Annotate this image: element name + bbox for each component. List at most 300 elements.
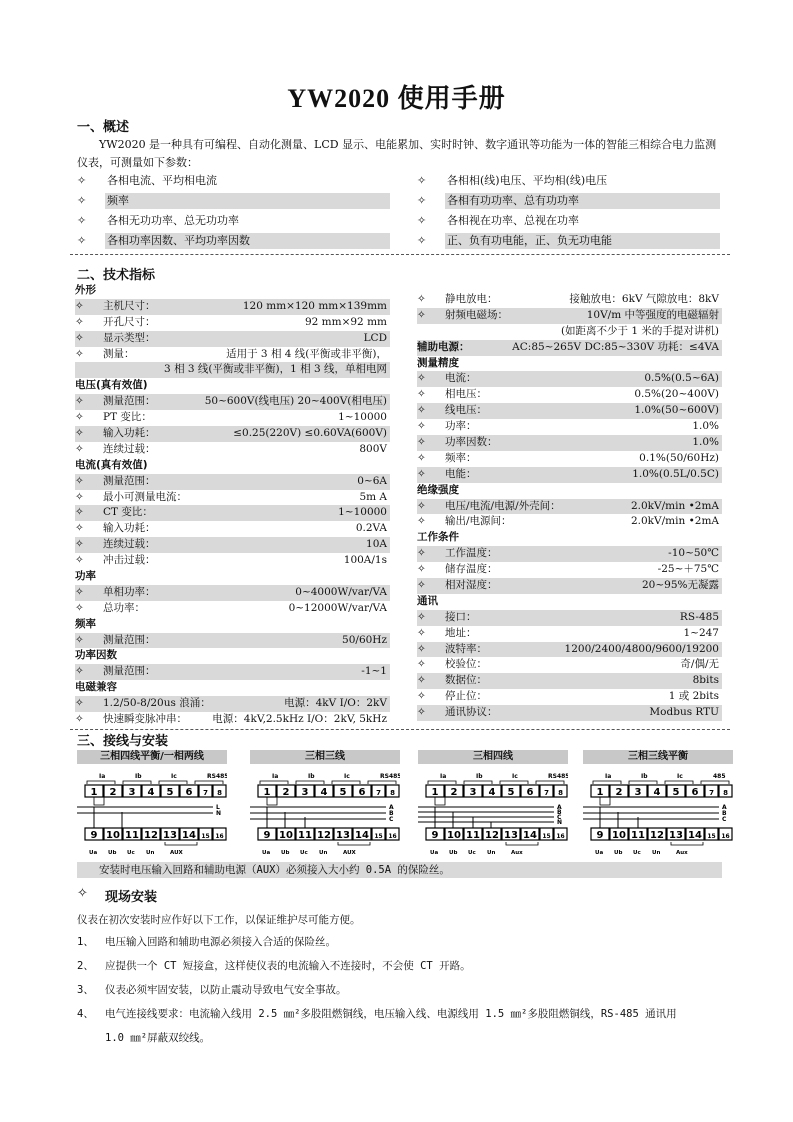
voltage-label: Uc xyxy=(300,850,308,856)
spec-value: 20~95%无凝露 xyxy=(642,579,719,592)
bullet-icon: ✧ xyxy=(417,626,426,639)
spec-group-title: 电压(真有效值) xyxy=(75,379,148,392)
spec-row xyxy=(75,442,390,458)
spec-label: 测量范围： xyxy=(103,633,156,646)
spec-row xyxy=(417,642,722,658)
terminal-number: 15 xyxy=(201,833,210,840)
terminal-number: 3 xyxy=(128,787,136,798)
spec-group-title: 频率 xyxy=(75,617,96,630)
install-item xyxy=(77,978,727,1002)
bullet-icon: ✧ xyxy=(417,293,426,305)
spec-label: 接口： xyxy=(445,610,477,623)
install-heading xyxy=(77,886,157,905)
spec-label: 显示类型： xyxy=(103,331,156,344)
bullet-icon: ✧ xyxy=(75,331,84,344)
spec-value: 适用于 3 相 4 线(平衡或非平衡)， xyxy=(226,347,387,360)
aux-bracket xyxy=(165,842,197,845)
spec-label: 连续过载： xyxy=(103,442,156,455)
bracket xyxy=(87,781,115,784)
terminal-number: 8 xyxy=(217,789,222,797)
terminal-number: 15 xyxy=(374,833,383,840)
spec-value: Modbus RTU xyxy=(649,706,719,719)
terminal-number: 5 xyxy=(672,787,680,798)
bullet-icon: ✧ xyxy=(75,427,84,440)
voltage-label: Ua xyxy=(262,850,271,856)
overview-item xyxy=(77,233,390,249)
spec-value: 10V/m 中等强度的电磁辐射 xyxy=(586,308,719,321)
page-title: YW2020 使用手册 xyxy=(287,84,506,113)
terminal-number: 10 xyxy=(612,830,626,841)
voltage-label: AUX xyxy=(343,850,356,856)
overview-item xyxy=(417,233,720,249)
item-number: 4、 xyxy=(77,1008,94,1020)
divider xyxy=(70,729,730,730)
ct-wire xyxy=(600,797,610,805)
terminal-number: 4 xyxy=(653,787,661,798)
bracket xyxy=(368,781,396,784)
bracket xyxy=(260,781,288,784)
current-label: Ib xyxy=(308,773,315,780)
bracket xyxy=(296,781,324,784)
voltage-label: Aux xyxy=(511,850,523,856)
current-label: Ic xyxy=(512,773,518,780)
voltage-label: Uc xyxy=(633,850,641,856)
spec-label: 电压/电流/电源/外壳间： xyxy=(445,499,561,512)
voltage-label: Aux xyxy=(676,850,688,856)
terminal-number: 14 xyxy=(355,830,369,841)
spec-label: 频率： xyxy=(445,451,477,464)
bracket xyxy=(701,781,729,784)
spec-value: 0.1%(50/60Hz) xyxy=(639,451,719,464)
line-label: C xyxy=(722,816,727,823)
spec-row xyxy=(75,426,390,442)
spec-value: 8bits xyxy=(692,674,719,687)
spec-value: 电源：4kV I/O：2kV xyxy=(284,697,387,710)
voltage-label: Un xyxy=(319,850,328,856)
bullet-icon: ✧ xyxy=(75,442,84,455)
spec-value: 1200/2400/4800/9600/19200 xyxy=(564,642,719,655)
spec-row xyxy=(75,585,390,601)
current-label: Ic xyxy=(344,773,350,780)
bullet-icon: ✧ xyxy=(75,395,84,408)
voltage-label: Uc xyxy=(468,850,476,856)
bullet-icon: ✧ xyxy=(417,234,427,247)
bullet-icon: ✧ xyxy=(417,436,426,449)
spec-row xyxy=(417,514,722,530)
terminal-number: 8 xyxy=(723,789,728,797)
terminal-number: 3 xyxy=(301,787,309,798)
terminal-number: 5 xyxy=(339,787,347,798)
current-label: RS485 xyxy=(380,773,400,780)
terminal-number: 12 xyxy=(650,830,664,841)
spec-row xyxy=(417,403,722,419)
voltage-label: Ub xyxy=(614,850,623,856)
spec-column-right xyxy=(417,292,722,721)
spec-value: 奇/偶/无 xyxy=(680,658,719,671)
overview-item-text: 各相相(线)电压、平均相(线)电压 xyxy=(447,174,608,187)
spec-group-heading xyxy=(417,340,722,356)
divider xyxy=(70,254,730,255)
terminal-number: 13 xyxy=(669,830,683,841)
wiring-diagram xyxy=(418,750,568,865)
spec-row xyxy=(417,387,722,403)
item-text: 1.0 ㎜²屏蔽双绞线。 xyxy=(105,1032,211,1044)
current-label: Ic xyxy=(171,773,177,780)
spec-label: 输入功耗： xyxy=(103,427,156,440)
overview-item xyxy=(417,173,720,189)
spec-row xyxy=(75,490,390,506)
spec-row xyxy=(417,451,722,467)
bullet-icon: ✧ xyxy=(75,554,84,567)
terminal-number: 5 xyxy=(507,787,515,798)
wiring-schematic xyxy=(583,764,733,862)
terminal-number: 14 xyxy=(688,830,702,841)
spec-row xyxy=(75,410,390,426)
spec-value: 3 相 3 线(平衡或非平衡)，1 相 3 线，单相电网 xyxy=(164,363,387,376)
spec-row xyxy=(75,315,390,331)
aux-bracket xyxy=(338,842,370,845)
spec-group-heading xyxy=(75,378,390,394)
spec-label: 总功率： xyxy=(103,601,145,614)
spec-row xyxy=(417,435,722,451)
terminal-number: 2 xyxy=(615,787,623,798)
bullet-icon: ✧ xyxy=(77,234,87,247)
spec-value: 120 mm×120 mm×139mm xyxy=(242,299,387,312)
overview-item xyxy=(77,213,390,229)
diagram-title: 三相四线 xyxy=(418,750,568,764)
terminal-number: 10 xyxy=(106,830,120,841)
bracket xyxy=(123,781,151,784)
wiring-diagram xyxy=(250,750,400,865)
bracket xyxy=(593,781,621,784)
ct-wire xyxy=(267,797,277,805)
terminal-number: 1 xyxy=(596,787,604,798)
spec-label: 快速瞬变脉冲串： xyxy=(103,713,187,726)
spec-label: 输出/电源间： xyxy=(445,515,512,528)
ct-wire xyxy=(94,797,104,805)
line-label: A xyxy=(557,804,562,811)
spec-value: 5m A xyxy=(359,490,387,503)
terminal-number: 6 xyxy=(358,787,366,798)
spec-value: 电源：4kV,2.5kHz I/O：2kV, 5kHz xyxy=(212,713,387,726)
aux-bracket xyxy=(671,842,703,845)
terminal-number: 1 xyxy=(431,787,439,798)
bullet-icon xyxy=(417,324,445,340)
terminal-number: 12 xyxy=(317,830,331,841)
current-label: Ia xyxy=(99,773,106,780)
spec-row xyxy=(75,633,390,649)
voltage-label: Un xyxy=(146,850,155,856)
voltage-label: Ub xyxy=(281,850,290,856)
terminal-number: 15 xyxy=(707,833,716,840)
item-number xyxy=(77,1026,105,1050)
spec-value: 0.2VA xyxy=(355,522,387,535)
line-label: L xyxy=(216,804,220,811)
spec-value: 50~600V(线电压) 20~400V(相电压) xyxy=(204,395,387,408)
terminal-number: 6 xyxy=(185,787,193,798)
bullet-icon: ✧ xyxy=(75,601,84,614)
bullet-icon: ✧ xyxy=(417,579,426,592)
voltage-label: Ua xyxy=(430,850,439,856)
bullet-icon: ✧ xyxy=(417,308,426,321)
spec-row xyxy=(417,499,722,515)
bullet-icon: ✧ xyxy=(417,174,427,187)
overview-item-text: 正、负有功电能，正、负无功电能 xyxy=(445,233,720,249)
spec-value: 0~12000W/var/VA xyxy=(288,601,387,614)
spec-row xyxy=(75,553,390,569)
bullet-icon: ✧ xyxy=(417,420,426,433)
terminal-number: 4 xyxy=(147,787,155,798)
voltage-label: Un xyxy=(652,850,661,856)
bullet-icon: ✧ xyxy=(75,490,84,503)
spec-value: 800V xyxy=(359,442,387,455)
spec-label: 输入功耗： xyxy=(103,522,156,535)
spec-row xyxy=(417,673,722,689)
terminal-number: 16 xyxy=(556,833,565,840)
terminal-number: 13 xyxy=(336,830,350,841)
spec-row xyxy=(417,610,722,626)
spec-row xyxy=(417,546,722,562)
spec-value: 50/60Hz xyxy=(342,633,387,646)
spec-row xyxy=(75,712,390,728)
bullet-icon: ✧ xyxy=(417,214,427,227)
terminal-number: 16 xyxy=(215,833,224,840)
spec-value: 接触放电：6kV 气隙放电：8kV xyxy=(569,293,719,305)
terminal-number: 10 xyxy=(447,830,461,841)
item-number: 3、 xyxy=(77,984,94,996)
spec-label: 工作温度： xyxy=(445,547,498,560)
line-label: B xyxy=(389,810,394,817)
line-label: A xyxy=(722,804,727,811)
bullet-icon: ✧ xyxy=(75,411,84,424)
terminal-number: 1 xyxy=(90,787,98,798)
bullet-icon: ✧ xyxy=(75,522,84,535)
spec-group-value: AC:85~265V DC:85~330V 功耗：≤4VA xyxy=(512,340,719,353)
spec-value: (如距离不少于 1 米的手提对讲机) xyxy=(560,324,719,337)
spec-row xyxy=(75,505,390,521)
spec-value: 1.0% xyxy=(692,420,719,433)
spec-label: 通讯协议： xyxy=(445,706,498,719)
bullet-icon: ✧ xyxy=(417,674,426,687)
install-item xyxy=(77,1026,727,1050)
spec-label: 测量范围： xyxy=(103,474,156,487)
spec-value: 0~6A xyxy=(357,474,387,487)
terminal-number: 9 xyxy=(263,830,271,841)
spec-value: 0.5%(0.5~6A) xyxy=(644,372,719,385)
install-item xyxy=(77,1002,727,1026)
spec-label: 相对湿度： xyxy=(445,579,498,592)
spec-value: -10~50℃ xyxy=(668,547,719,560)
terminal-number: 3 xyxy=(634,787,642,798)
spec-label: PT 变比： xyxy=(103,411,152,424)
spec-row xyxy=(75,664,390,680)
spec-group-title: 电流(真有效值) xyxy=(75,458,148,471)
terminal-number: 12 xyxy=(144,830,158,841)
bullet-icon: ✧ xyxy=(75,633,84,646)
wiring-schematic xyxy=(77,764,227,862)
bracket xyxy=(629,781,657,784)
terminal-number: 4 xyxy=(488,787,496,798)
bullet-icon: ✧ xyxy=(75,506,84,519)
terminal-number: 3 xyxy=(469,787,477,798)
voltage-label: Ub xyxy=(108,850,117,856)
spec-value: 100A/1s xyxy=(343,554,387,567)
terminal-number: 11 xyxy=(125,830,139,841)
terminal-number: 13 xyxy=(163,830,177,841)
terminal-number: 5 xyxy=(166,787,174,798)
terminal-number: 11 xyxy=(298,830,312,841)
overview-item xyxy=(77,193,390,209)
spec-label: 线电压： xyxy=(445,404,487,417)
spec-label: 电流： xyxy=(445,372,477,385)
spec-label: 校验位： xyxy=(445,658,487,671)
fuse-note: 安装时电压输入回路和辅助电源（AUX）必须接入大小约 0.5A 的保险丝。 xyxy=(77,862,722,878)
bullet-icon: ✧ xyxy=(417,658,426,671)
terminal-number: 14 xyxy=(182,830,196,841)
spec-group-title: 功率 xyxy=(75,570,96,583)
bracket xyxy=(195,781,223,784)
spec-row xyxy=(417,419,722,435)
terminal-number: 7 xyxy=(376,789,381,797)
spec-row xyxy=(75,601,390,617)
current-label: Ic xyxy=(677,773,683,780)
spec-group-heading xyxy=(75,648,390,664)
bullet-icon: ✧ xyxy=(77,194,87,207)
voltage-label: Ub xyxy=(449,850,458,856)
spec-group-title: 测量精度 xyxy=(417,356,459,369)
terminal-number: 16 xyxy=(721,833,730,840)
wiring-schematic xyxy=(250,764,400,862)
spec-row xyxy=(417,371,722,387)
current-label: Ia xyxy=(440,773,447,780)
spec-row xyxy=(417,562,722,578)
spec-row xyxy=(75,331,390,347)
spec-label: 射频电磁场： xyxy=(445,308,508,321)
spec-label: 测量范围： xyxy=(103,395,156,408)
item-text: 仪表必须牢固安装，以防止震动导致电气安全事故。 xyxy=(105,984,347,996)
terminal-number: 6 xyxy=(526,787,534,798)
spec-row xyxy=(417,308,722,324)
section-heading-overview: 一、概述 xyxy=(77,120,130,135)
spec-value: ≤0.25(220V) ≤0.60VA(600V) xyxy=(233,427,387,440)
terminal-number: 13 xyxy=(504,830,518,841)
bullet-icon: ✧ xyxy=(417,563,426,576)
current-label: RS485 xyxy=(548,773,568,780)
line-label: C xyxy=(557,814,562,821)
overview-item xyxy=(417,193,720,209)
bullet-icon: ✧ xyxy=(417,388,426,401)
spec-label: 连续过载： xyxy=(103,538,156,551)
spec-group-title: 通讯 xyxy=(417,594,438,607)
spec-value: 1.0%(50~600V) xyxy=(634,404,719,417)
terminal-number: 9 xyxy=(90,830,98,841)
spec-value: 1~247 xyxy=(683,626,719,639)
spec-value: 92 mm×92 mm xyxy=(304,315,387,328)
spec-label: 相电压： xyxy=(445,388,487,401)
voltage-label: AUX xyxy=(170,850,183,856)
spec-row xyxy=(75,347,390,363)
overview-item-text: 频率 xyxy=(105,193,390,209)
spec-label: 静电放电： xyxy=(445,293,498,305)
terminal-number: 6 xyxy=(691,787,699,798)
spec-label: 冲击过载： xyxy=(103,554,156,567)
spec-group-heading xyxy=(75,617,390,633)
terminal-number: 15 xyxy=(542,833,551,840)
terminal-number: 1 xyxy=(263,787,271,798)
spec-row xyxy=(417,626,722,642)
spec-group-heading xyxy=(75,680,390,696)
current-label: 485 xyxy=(713,773,726,780)
terminal-number: 16 xyxy=(388,833,397,840)
bullet-icon xyxy=(75,362,103,378)
spec-value: 2.0kV/min •2mA xyxy=(630,515,719,528)
bullet-icon: ✧ xyxy=(417,372,426,385)
spec-label: 主机尺寸： xyxy=(103,299,156,312)
terminal-number: 7 xyxy=(544,789,549,797)
spec-value: LCD xyxy=(363,331,387,344)
spec-label: 测量： xyxy=(103,347,135,360)
bullet-icon: ✧ xyxy=(417,499,426,512)
terminal-number: 7 xyxy=(203,789,208,797)
line-label: N xyxy=(216,810,222,817)
overview-item xyxy=(417,213,720,229)
current-label: Ib xyxy=(641,773,648,780)
spec-group-heading xyxy=(75,569,390,585)
terminal-number: 14 xyxy=(523,830,537,841)
spec-value: 1 或 2bits xyxy=(668,690,719,703)
bracket xyxy=(665,781,693,784)
spec-row xyxy=(417,324,722,340)
terminal-number: 8 xyxy=(390,789,395,797)
bullet-icon: ✧ xyxy=(75,585,84,598)
spec-row xyxy=(75,474,390,490)
bracket xyxy=(500,781,528,784)
spec-label: 单相功率： xyxy=(103,585,156,598)
spec-value: 10A xyxy=(366,538,387,551)
terminal-number: 2 xyxy=(282,787,290,798)
spec-group-heading xyxy=(417,356,722,372)
bullet-icon: ✧ xyxy=(77,214,87,227)
item-text: 应提供一个 CT 短接盒，这样使仪表的电流输入不连接时，不会使 CT 开路。 xyxy=(105,960,471,972)
bullet-icon: ✧ xyxy=(417,404,426,417)
line-label: A xyxy=(389,804,394,811)
bullet-icon: ✧ xyxy=(75,665,84,678)
spec-label: 功率因数： xyxy=(445,436,498,449)
spec-group-heading xyxy=(417,594,722,610)
current-label: Ib xyxy=(476,773,483,780)
terminal-number: 4 xyxy=(320,787,328,798)
spec-row xyxy=(75,299,390,315)
spec-row xyxy=(417,705,722,721)
spec-row xyxy=(75,521,390,537)
spec-value: 0~4000W/var/VA xyxy=(295,585,387,598)
spec-value: 1~10000 xyxy=(338,506,387,519)
voltage-label: Uc xyxy=(127,850,135,856)
bullet-icon: ✧ xyxy=(75,347,84,360)
spec-row xyxy=(417,467,722,483)
diagram-title: 三相三线 xyxy=(250,750,400,764)
wiring-diagram xyxy=(77,750,227,865)
current-label: Ia xyxy=(605,773,612,780)
terminal-number: 12 xyxy=(485,830,499,841)
spec-value: 1.0% xyxy=(692,436,719,449)
spec-group-title: 电磁兼容 xyxy=(75,681,117,694)
item-number: 2、 xyxy=(77,960,94,972)
install-item xyxy=(77,930,727,954)
spec-label: 最小可测量电流： xyxy=(103,490,187,503)
terminal-number: 7 xyxy=(709,789,714,797)
bullet-icon: ✧ xyxy=(417,690,426,703)
